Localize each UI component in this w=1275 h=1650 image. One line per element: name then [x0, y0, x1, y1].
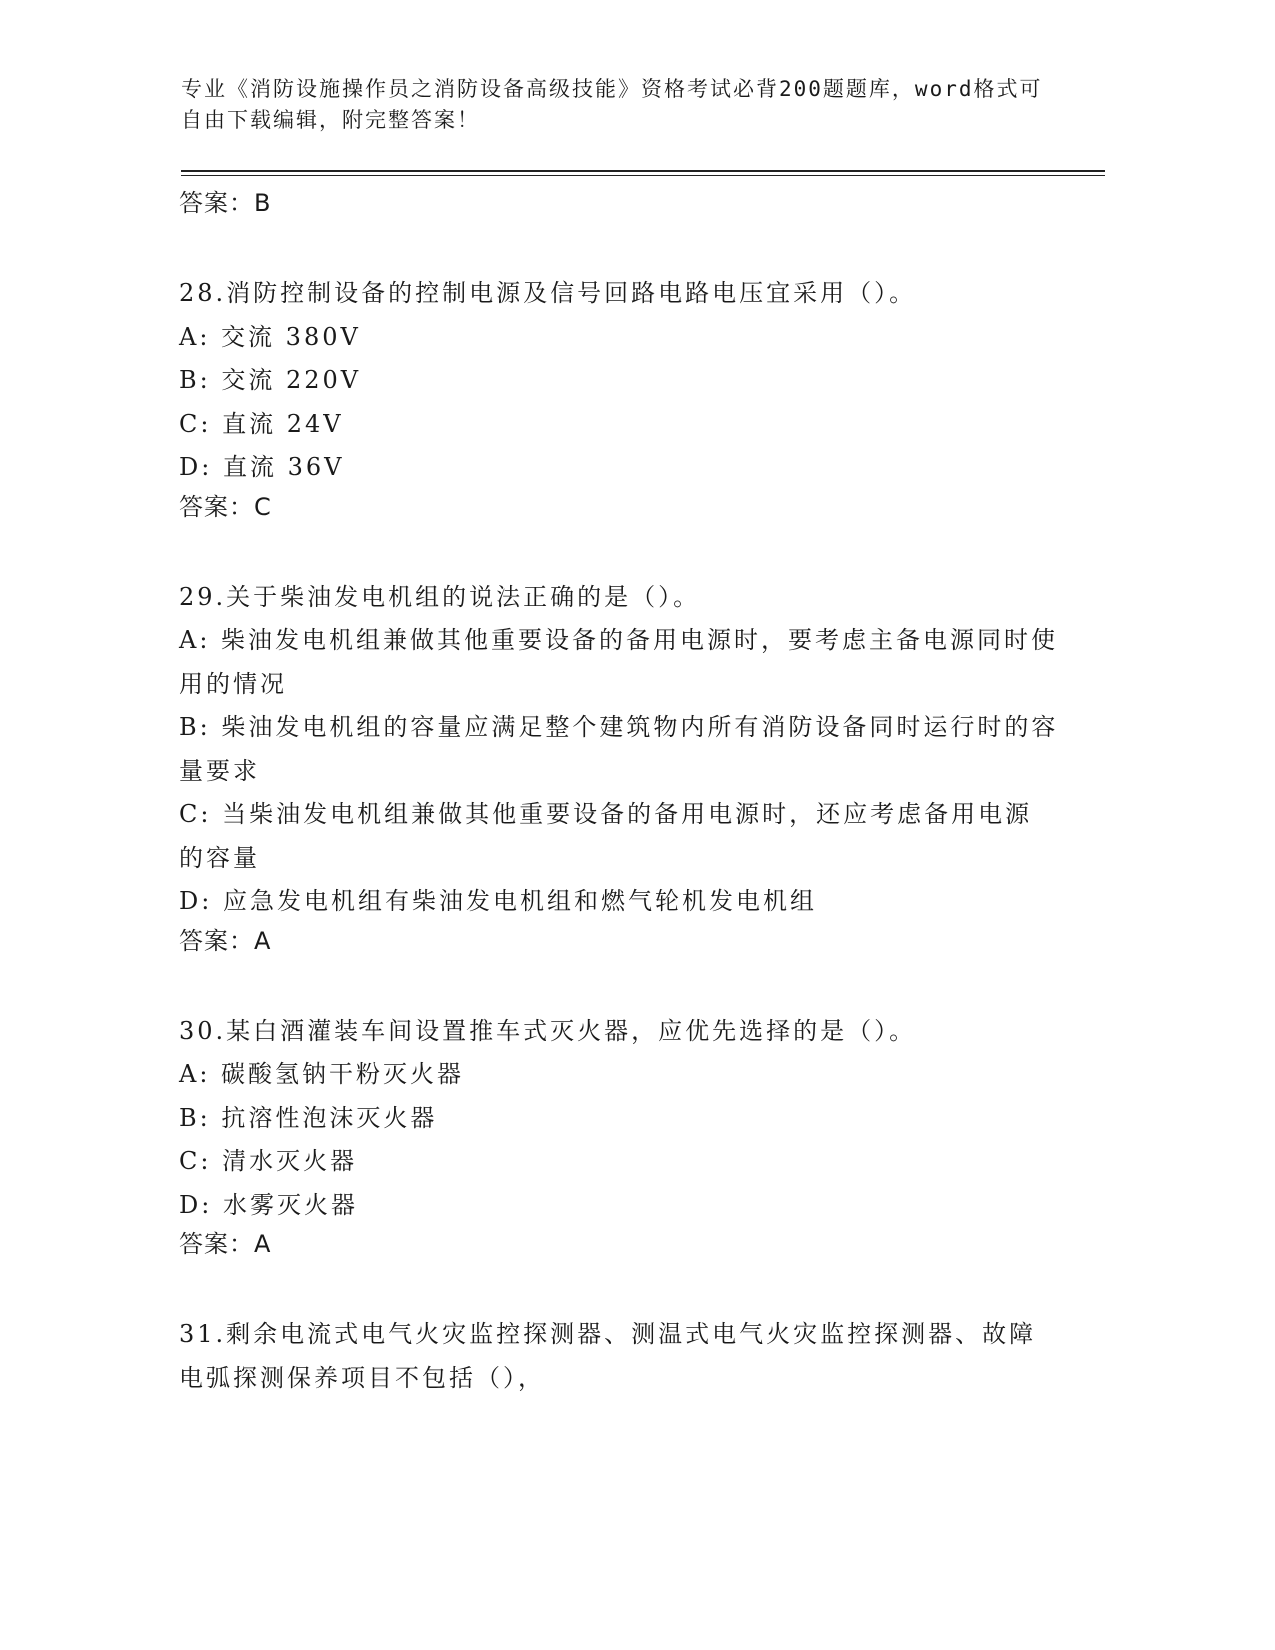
option-a: A: 交流 380V — [179, 322, 361, 351]
answer-line: 答案：C — [179, 492, 272, 521]
option-c: C: 直流 24V — [179, 409, 344, 438]
option-c: C: 清水灭火器 — [179, 1147, 358, 1175]
question-title: 30.某白酒灌装车间设置推车式灭火器，应优先选择的是（）。 — [179, 1016, 917, 1045]
header-divider-thin — [181, 175, 1105, 176]
option-d: D: 水雾灭火器 — [179, 1190, 358, 1219]
question-title: 29.关于柴油发电机组的说法正确的是（）。 — [179, 582, 701, 611]
question-28 — [179, 272, 1059, 524]
question-30 — [179, 1010, 1059, 1262]
answer-line: 答案：B — [179, 189, 272, 217]
question-31 — [179, 1313, 1059, 1400]
question-title: 28.消防控制设备的控制电源及信号回路电路电压宜采用（）。 — [179, 279, 917, 307]
question-29 — [179, 576, 1059, 958]
option-a: A: 碳酸氢钠干粉灭火器 — [179, 1060, 465, 1088]
option-d: D: 应急发电机组有柴油发电机组和燃气轮机发电机组 — [179, 887, 817, 915]
option-b: B: 抗溶性泡沫灭火器 — [179, 1103, 438, 1132]
option-c: C: 当柴油发电机组兼做其他重要设备的备用电源时，还应考虑备用电源的容量 — [179, 800, 1033, 872]
header-divider — [181, 170, 1105, 172]
option-b: B: 交流 220V — [179, 366, 362, 394]
question-title: 31.剩余电流式电气火灾监控探测器、测温式电气火灾监控探测器、故障电弧探测保养项目不包括（）， — [179, 1320, 1037, 1392]
answer-line: 答案：A — [179, 926, 272, 955]
option-d: D: 直流 36V — [179, 453, 345, 481]
document-header: 专业《消防设施操作员之消防设备高级技能》资格考试必背200题题库，word格式可自由下载编辑，附完整答案！ — [181, 77, 1043, 132]
answer-line: 答案：A — [179, 1230, 272, 1258]
question-list — [179, 186, 1059, 1400]
option-a: A: 柴油发电机组兼做其他重要设备的备用电源时，要考虑主备电源同时使用的情况 — [179, 626, 1059, 698]
option-b: B: 柴油发电机组的容量应满足整个建筑物内所有消防设备同时运行时的容量要求 — [179, 713, 1059, 785]
